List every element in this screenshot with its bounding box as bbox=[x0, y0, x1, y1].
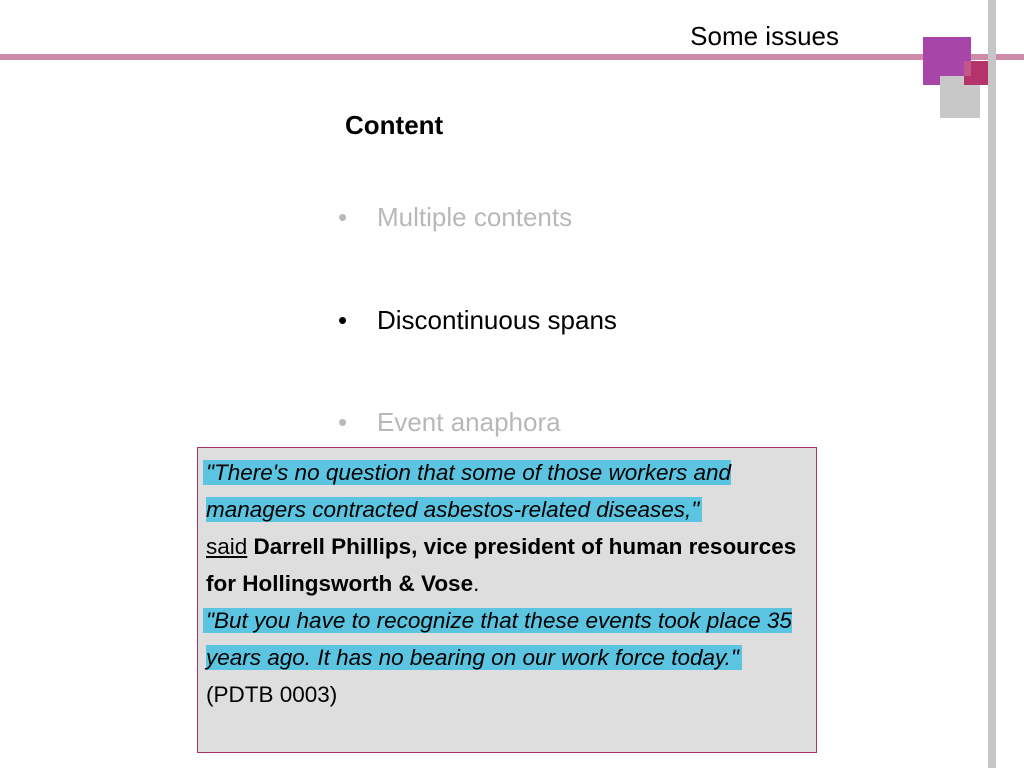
bullet-text: Event anaphora bbox=[377, 407, 561, 437]
bullet-text: Discontinuous spans bbox=[377, 305, 617, 335]
example-box bbox=[197, 447, 817, 753]
slide-title: Some issues bbox=[690, 21, 839, 51]
bullet-marker: • bbox=[338, 202, 348, 232]
section-heading: Content bbox=[345, 110, 444, 140]
period: . bbox=[473, 571, 480, 596]
source-citation: (PDTB 0003) bbox=[206, 682, 338, 707]
header-rule bbox=[0, 54, 1024, 60]
argument-highlight-2 bbox=[203, 608, 792, 670]
bullet-item-discontinuous-spans bbox=[338, 303, 617, 337]
decorative-square-overlap bbox=[964, 61, 971, 76]
quote-text-1: "There's no question that some of those workers and managers contracted asbestos-related diseases," bbox=[206, 460, 732, 522]
speaker-text: Darrell Phillips, vice president of human resources for Hollingsworth & Vose bbox=[206, 534, 797, 596]
bullet-item-multiple-contents bbox=[338, 200, 572, 234]
side-rule bbox=[988, 0, 996, 768]
bullet-marker: • bbox=[338, 407, 348, 437]
argument-highlight-1 bbox=[203, 460, 731, 522]
bullet-marker: • bbox=[338, 305, 348, 335]
quote-text-2: "But you have to recognize that these events took place 35 years ago. It has no bearing on our work force today." bbox=[206, 608, 792, 670]
bullet-item-event-anaphora bbox=[338, 405, 561, 439]
connective-said: said bbox=[206, 534, 248, 559]
bullet-text: Multiple contents bbox=[377, 202, 573, 232]
